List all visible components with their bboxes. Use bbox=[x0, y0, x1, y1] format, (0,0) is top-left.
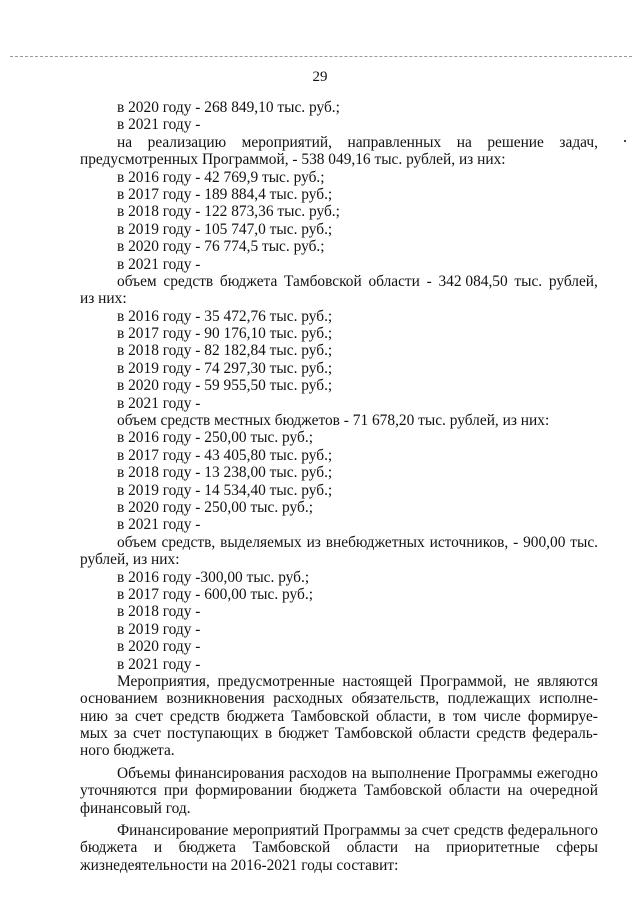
text-line: в 2016 году - 42 769,9 тыс. руб.; bbox=[117, 168, 325, 186]
word: бюджета bbox=[299, 782, 357, 800]
text-line: в 2016 году - 35 472,76 тыс. руб.; bbox=[117, 307, 333, 325]
word: Тамбовской bbox=[334, 725, 413, 743]
word: расходных bbox=[273, 690, 343, 708]
word: в bbox=[264, 725, 273, 743]
word: и bbox=[153, 839, 163, 857]
word: средств bbox=[453, 822, 504, 840]
text-line: из них: bbox=[80, 290, 127, 308]
text-line: в 2018 году - 122 873,36 тыс. руб.; bbox=[117, 203, 340, 221]
word: на bbox=[117, 133, 133, 151]
text-line: в 2019 году - bbox=[117, 620, 201, 638]
text-line: в 2017 году - 90 176,10 тыс. руб.; bbox=[117, 325, 333, 343]
paragraph-line: жизнедеятельности на 2016-2021 годы составит: bbox=[80, 856, 399, 874]
word: средств bbox=[169, 707, 220, 725]
header-rule bbox=[10, 56, 632, 57]
word: - bbox=[426, 272, 432, 290]
word: подлежащих bbox=[447, 690, 531, 708]
paragraph-line bbox=[80, 822, 598, 839]
paragraph-line bbox=[80, 725, 598, 742]
word: Тамбовской bbox=[252, 839, 331, 857]
word: уточняются bbox=[80, 782, 157, 800]
text-line: в 2018 году - 82 182,84 тыс. руб.; bbox=[117, 342, 333, 360]
word: бюджета bbox=[80, 839, 138, 857]
word: Программы bbox=[455, 764, 533, 782]
word: не bbox=[514, 672, 530, 690]
word: задач, bbox=[559, 133, 598, 151]
text-line: в 2021 году - bbox=[117, 116, 201, 134]
word: являются bbox=[536, 672, 598, 690]
word: Мероприятия, bbox=[117, 672, 210, 690]
text-line: в 2019 году - 14 534,40 тыс. руб.; bbox=[117, 481, 333, 499]
word: 342 084,50 bbox=[438, 272, 508, 290]
word: счет bbox=[421, 822, 450, 840]
word: выделяемых bbox=[220, 533, 302, 551]
word: тыс. bbox=[514, 272, 543, 290]
margin-mark bbox=[624, 140, 626, 142]
word: на bbox=[456, 133, 472, 151]
word: реализацию bbox=[147, 133, 227, 151]
text-line bbox=[80, 534, 598, 551]
text-line: в 2020 году - bbox=[117, 638, 201, 656]
text-line: в 2020 году - 76 774,5 тыс. руб.; bbox=[117, 238, 325, 256]
word: формировании bbox=[195, 782, 293, 800]
text-line bbox=[80, 273, 598, 290]
text-line: в 2020 году - 250,00 тыс. руб.; bbox=[117, 498, 313, 516]
word: Программы bbox=[323, 822, 401, 840]
word: области bbox=[418, 725, 471, 743]
word: возникновения bbox=[166, 690, 265, 708]
text-line: в 2018 году - 13 238,00 тыс. руб.; bbox=[117, 464, 333, 482]
word: внебюджетных bbox=[325, 533, 425, 551]
text-line: в 2021 году - bbox=[117, 255, 201, 273]
word: Программой, bbox=[419, 672, 507, 690]
word: числе bbox=[483, 707, 521, 725]
word: мероприятий bbox=[232, 822, 319, 840]
word: приоритетные bbox=[446, 839, 540, 857]
word: средств bbox=[163, 272, 214, 290]
text-line: в 2019 году - 105 747,0 тыс. руб.; bbox=[117, 220, 333, 238]
word: основанием bbox=[80, 690, 158, 708]
paragraph-line bbox=[80, 690, 598, 707]
word: области bbox=[368, 272, 420, 290]
text-line: в 2021 году - bbox=[117, 516, 201, 534]
text-line: в 2020 году - 59 955,50 тыс. руб.; bbox=[117, 377, 333, 395]
word: тыс. bbox=[570, 533, 598, 551]
word: источников, bbox=[429, 533, 509, 551]
word: бюджета bbox=[219, 272, 278, 290]
word: очередной bbox=[529, 782, 598, 800]
word: из bbox=[306, 533, 321, 551]
word: мероприятий, bbox=[241, 133, 332, 151]
word: счет bbox=[132, 725, 161, 743]
paragraph-line bbox=[80, 839, 598, 856]
word: на bbox=[507, 782, 523, 800]
text-line: в 2017 году - 600,00 тыс. руб.; bbox=[117, 585, 313, 603]
paragraph-line: финансовый год. bbox=[80, 799, 191, 817]
word: решение bbox=[487, 133, 544, 151]
word: счет bbox=[135, 707, 163, 725]
word: 900,00 bbox=[523, 533, 566, 551]
text-line bbox=[80, 134, 598, 151]
word: исполне- bbox=[539, 690, 598, 708]
word: области bbox=[448, 782, 501, 800]
text-line: объем средств местных бюджетов - 71 678,20 тыс. рублей, из них: bbox=[117, 412, 550, 430]
text-line: в 2021 году - bbox=[117, 655, 201, 673]
word: федерального bbox=[507, 822, 598, 840]
word: том bbox=[452, 707, 477, 725]
word: сферы bbox=[556, 839, 598, 857]
text-line: в 2018 году - bbox=[117, 603, 201, 621]
paragraph-line bbox=[80, 765, 598, 782]
word: области bbox=[346, 839, 399, 857]
word: на bbox=[414, 839, 430, 857]
word: объем bbox=[117, 272, 157, 290]
word: средств bbox=[476, 725, 527, 743]
word: Финансирование bbox=[117, 822, 229, 840]
word: мых bbox=[80, 725, 108, 743]
word: предусмотренные bbox=[217, 672, 335, 690]
word: в bbox=[438, 707, 446, 725]
word: настоящей bbox=[342, 672, 413, 690]
word: за bbox=[113, 725, 127, 743]
word: при bbox=[163, 782, 189, 800]
word: за bbox=[115, 707, 128, 725]
word: на bbox=[351, 764, 367, 782]
text-line: в 2017 году - 189 884,4 тыс. руб.; bbox=[117, 185, 333, 203]
text-line: в 2016 году - 250,00 тыс. руб.; bbox=[117, 429, 313, 447]
word: бюджета bbox=[226, 707, 285, 725]
text-line: рублей, из них: bbox=[80, 551, 180, 569]
word: бюджета bbox=[178, 839, 236, 857]
word: рублей, bbox=[548, 272, 598, 290]
text-line: в 2020 году - 268 849,10 тыс. руб.; bbox=[117, 99, 340, 116]
word: объем bbox=[117, 533, 157, 551]
word: за bbox=[404, 822, 418, 840]
document-body bbox=[80, 99, 598, 874]
paragraph-line bbox=[80, 673, 598, 690]
word: формируе- bbox=[527, 707, 598, 725]
text-line: в 2021 году - bbox=[117, 394, 201, 412]
text-line: в 2019 году - 74 297,30 тыс. руб.; bbox=[117, 359, 333, 377]
word: Тамбовской bbox=[364, 782, 442, 800]
word: ежегодно bbox=[536, 764, 598, 782]
page-number: 29 bbox=[312, 69, 328, 85]
word: федераль- bbox=[532, 725, 598, 743]
word: области, bbox=[376, 707, 432, 725]
word: Тамбовской bbox=[291, 707, 369, 725]
word: выполнение bbox=[371, 764, 451, 782]
word: - bbox=[513, 533, 519, 551]
word: финансирования bbox=[174, 764, 285, 782]
word: бюджет bbox=[278, 725, 329, 743]
paragraph-line: ного бюджета. bbox=[80, 742, 175, 760]
word: поступающих bbox=[166, 725, 259, 743]
word: Объемы bbox=[117, 764, 171, 782]
paragraph-line bbox=[80, 782, 598, 799]
text-line: в 2016 году -300,00 тыс. руб.; bbox=[117, 568, 310, 586]
word: нию bbox=[80, 707, 108, 725]
word: Тамбовской bbox=[283, 272, 362, 290]
text-line: в 2017 году - 43 405,80 тыс. руб.; bbox=[117, 446, 333, 464]
word: обязательств, bbox=[351, 690, 440, 708]
paragraph-line bbox=[80, 708, 598, 725]
word: средств, bbox=[161, 533, 216, 551]
text-line: предусмотренных Программой, - 538 049,16 тыс. рублей, из них: bbox=[80, 151, 506, 169]
word: направленных bbox=[347, 133, 442, 151]
word: расходов bbox=[288, 764, 348, 782]
